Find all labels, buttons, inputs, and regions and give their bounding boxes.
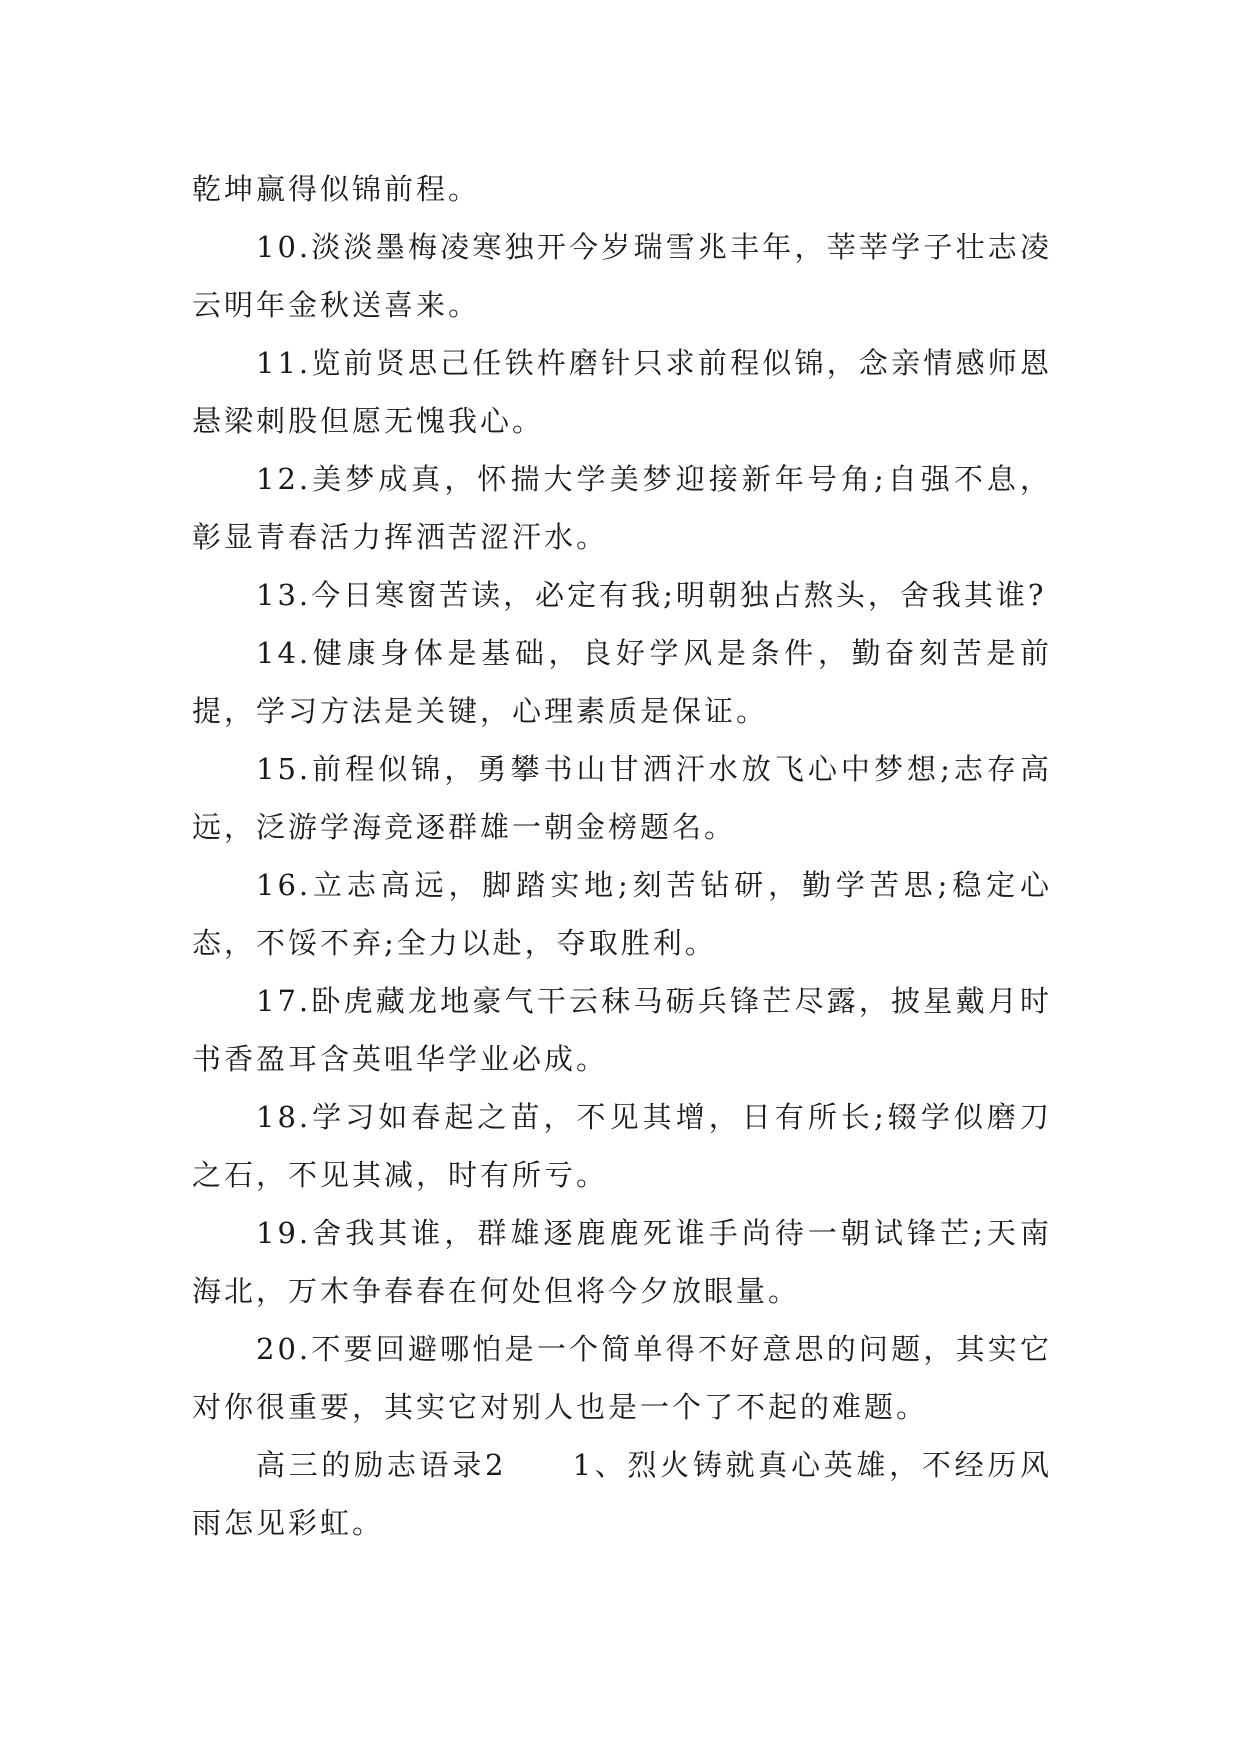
paragraph-item-15: 15.前程似锦，勇攀书山甘洒汗水放飞心中梦想;志存高远，泛游学海竞逐群雄一朝金榜题名。 xyxy=(192,752,1052,844)
paragraph-item-13: 13.今日寒窗苦读，必定有我;明朝独占熬头，舍我其谁? xyxy=(256,578,1047,612)
paragraph-item-18: 18.学习如春起之苗，不见其增，日有所长;辍学似磨刀之石，不见其减，时有所亏。 xyxy=(192,1100,1052,1192)
paragraph-item-16: 16.立志高远，脚踏实地;刻苦钻研，勤学苦思;稳定心态，不馁不弃;全力以赴，夺取胜利。 xyxy=(192,868,1052,960)
paragraph-item-14: 14.健康身体是基础，良好学风是条件，勤奋刻苦是前提，学习方法是关键，心理素质是保证。 xyxy=(192,636,1052,728)
paragraph-item-17: 17.卧虎藏龙地豪气干云秣马砺兵锋芒尽露，披星戴月时书香盈耳含英咀华学业必成。 xyxy=(192,984,1052,1076)
document-body xyxy=(192,160,1052,1552)
paragraph-item-10: 10.淡淡墨梅凌寒独开今岁瑞雪兆丰年，莘莘学子壮志凌云明年金秋送喜来。 xyxy=(192,230,1052,322)
paragraph-section-2: 高三的励志语录2 1、烈火铸就真心英雄，不经历风雨怎见彩虹。 xyxy=(192,1448,1052,1540)
paragraph-item-19: 19.舍我其谁，群雄逐鹿鹿死谁手尚待一朝试锋芒;天南海北，万木争春春在何处但将今夕放眼量。 xyxy=(192,1216,1052,1308)
paragraph-continuation: 乾坤赢得似锦前程。 xyxy=(192,172,481,206)
paragraph-item-20: 20.不要回避哪怕是一个简单得不好意思的问题，其实它对你很重要，其实它对别人也是一个了不起的难题。 xyxy=(192,1332,1052,1424)
paragraph-item-11: 11.览前贤思己任铁杵磨针只求前程似锦，念亲情感师恩悬梁刺股但愿无愧我心。 xyxy=(192,346,1052,438)
paragraph-item-12: 12.美梦成真，怀揣大学美梦迎接新年号角;自强不息，彰显青春活力挥洒苦涩汗水。 xyxy=(192,462,1052,554)
